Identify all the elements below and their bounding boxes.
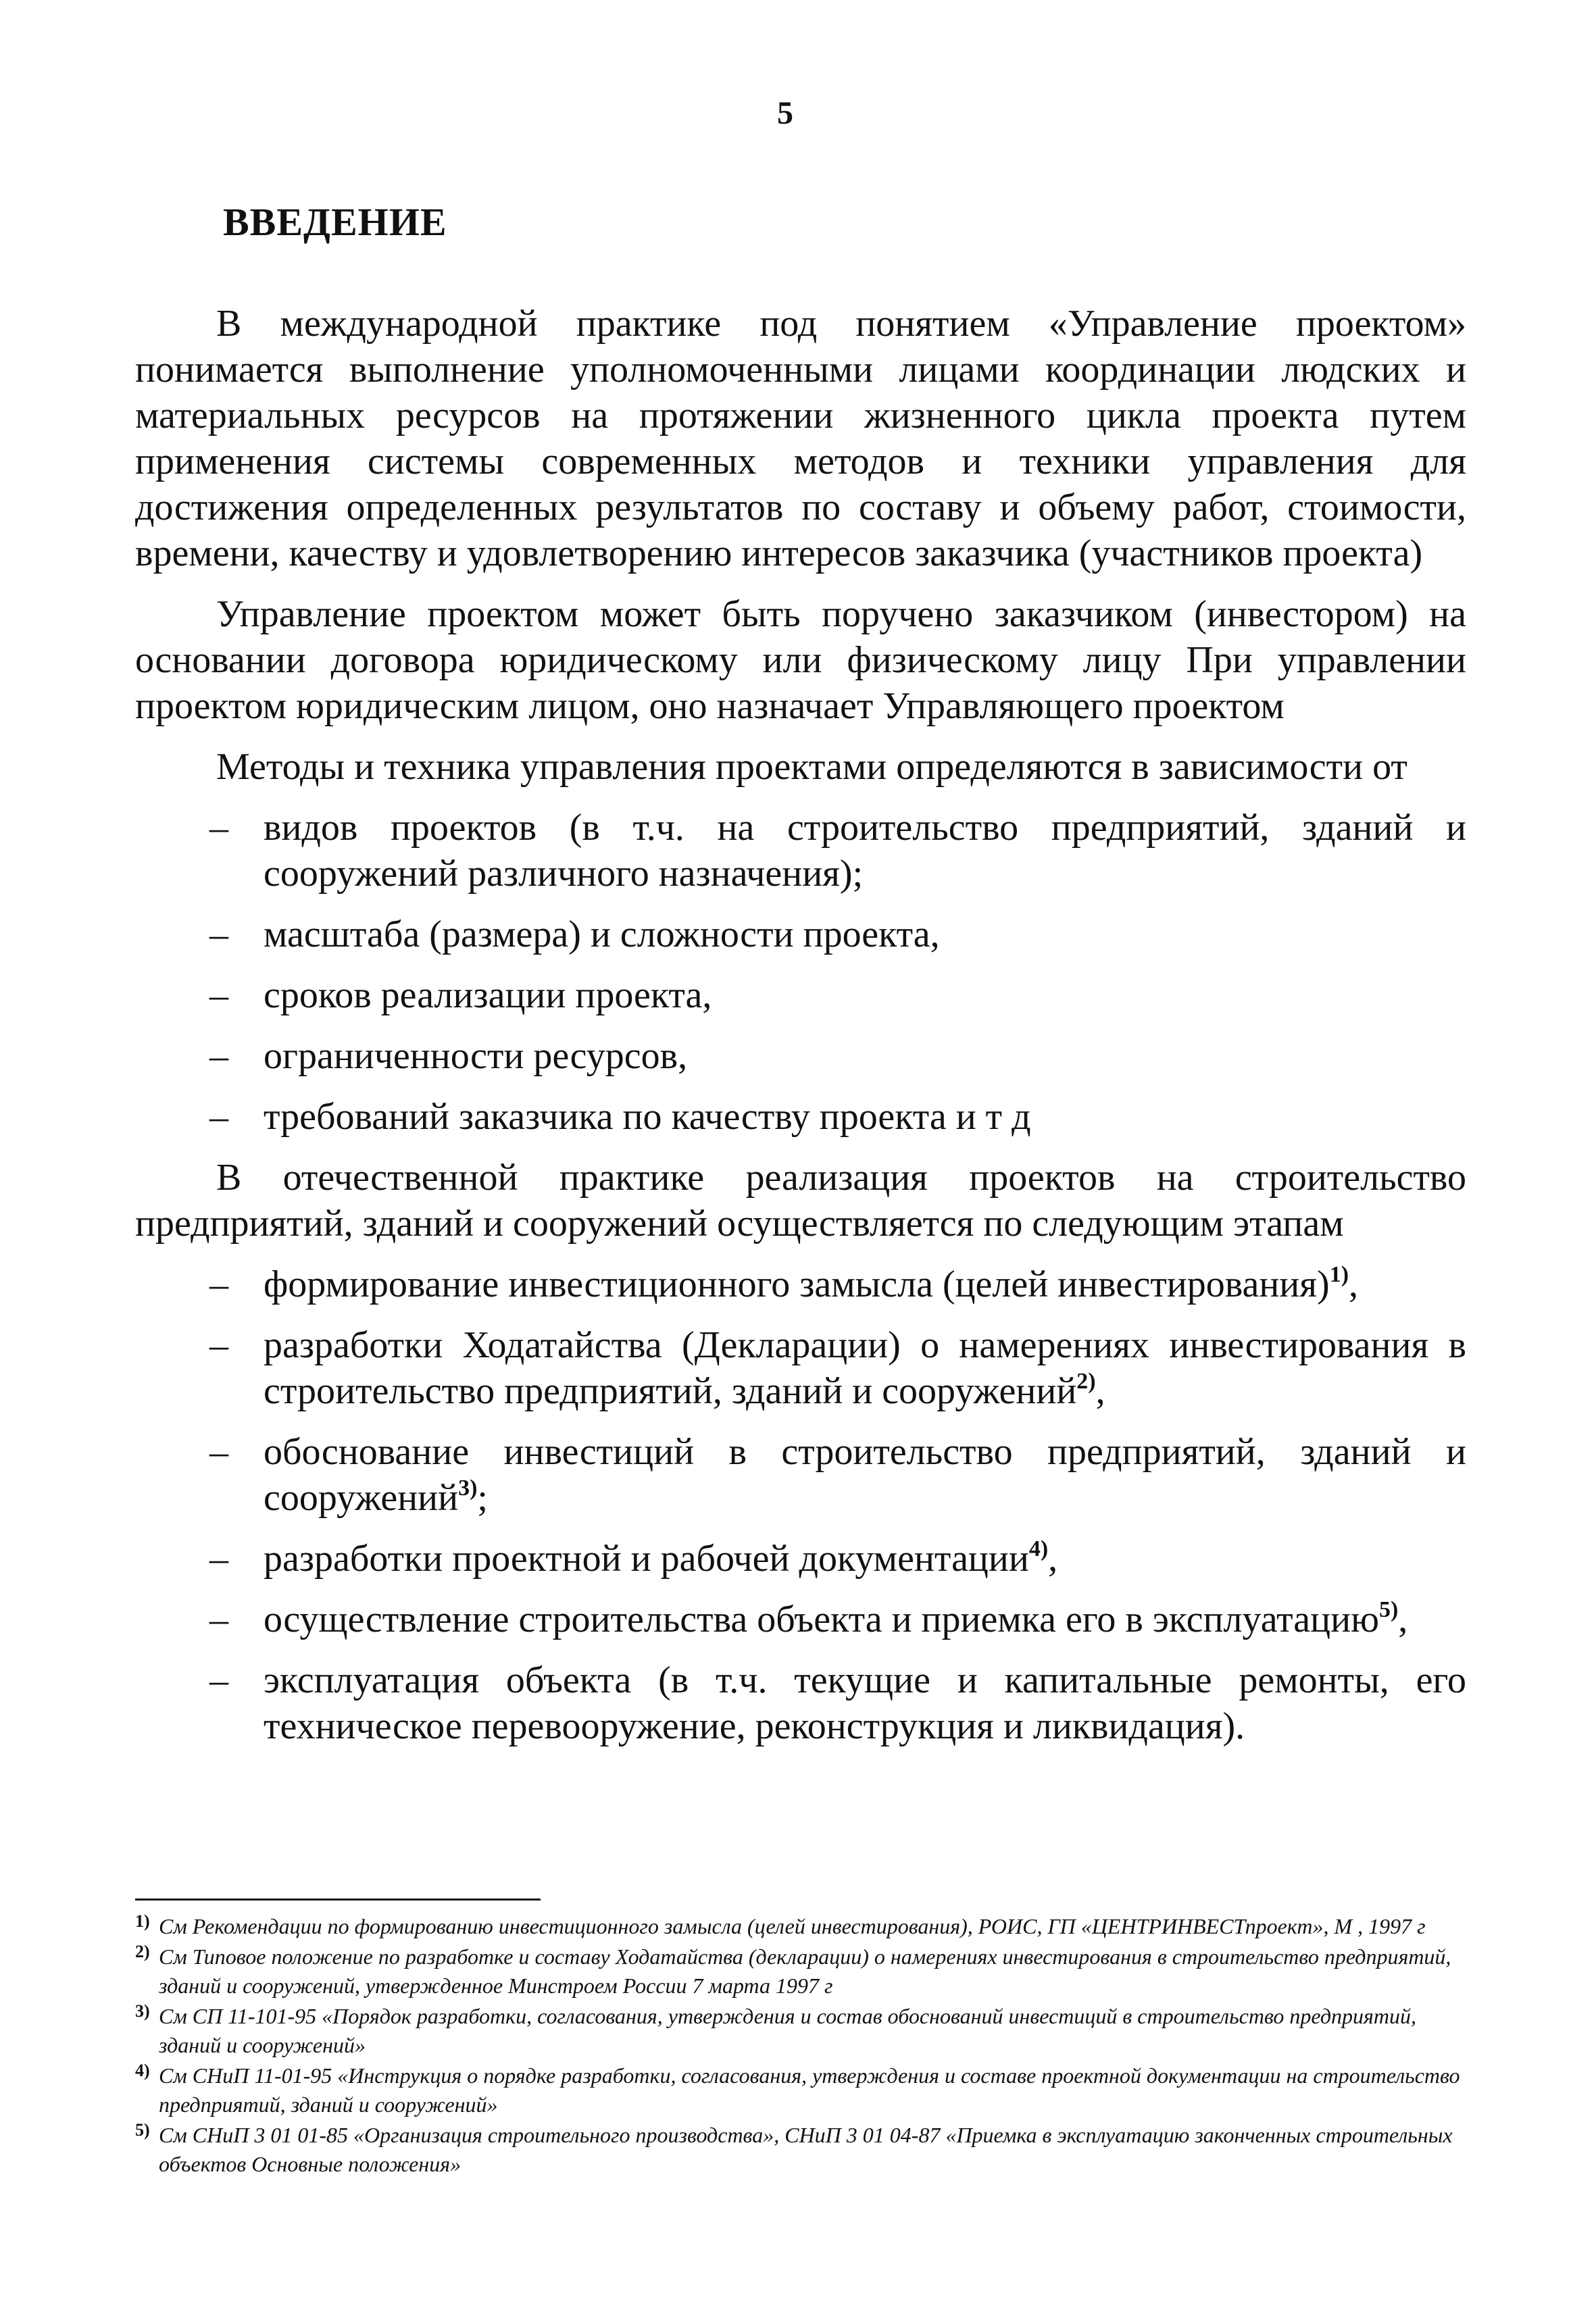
footnote xyxy=(135,1912,1473,1941)
footnote-separator xyxy=(135,1898,541,1901)
stage-item xyxy=(135,1536,1466,1582)
footnote xyxy=(135,1942,1473,2001)
dash-marker: – xyxy=(209,1431,228,1473)
stage-item-text: разработки проектной и рабочей документации xyxy=(264,1538,1029,1580)
stage-item xyxy=(135,1657,1466,1749)
stage-item xyxy=(135,1261,1466,1307)
footnote-text: См Рекомендации по формированию инвестиционного замысла (целей инвестирования), РОИС, ГП «ЦЕНТРИНВЕСТпроект», М , 1997 г xyxy=(159,1914,1426,1938)
stage-item-tail: , xyxy=(1048,1538,1058,1580)
list-item-text: сроков реализации проекта, xyxy=(264,974,712,1016)
dash-marker: – xyxy=(209,1659,228,1701)
stage-item-text: осуществление строительства объекта и приемка его в эксплуатацию xyxy=(264,1599,1379,1640)
stage-item-text: эксплуатация объекта (в т.ч. текущие и капитальные ремонты, его техническое перевооружение, реконструкция и ликвидация). xyxy=(264,1659,1466,1747)
footnote-ref: 3) xyxy=(458,1476,478,1501)
list-item xyxy=(135,1033,1466,1079)
list-item-text: масштаба (размера) и сложности проекта, xyxy=(264,913,940,955)
section-title: ВВЕДЕНИЕ xyxy=(223,200,447,244)
list-item xyxy=(135,911,1466,957)
stage-item-tail: , xyxy=(1398,1599,1408,1640)
dash-marker: – xyxy=(209,1538,228,1580)
paragraph-stages-intro: В отечественной практике реализация проектов на строительство предприятий, зданий и сооружений осуществляется по следующим этапам xyxy=(135,1157,1466,1244)
footnote-ref: 1) xyxy=(1329,1262,1349,1287)
footnote-ref: 2) xyxy=(1076,1369,1096,1394)
dash-marker: – xyxy=(209,1324,228,1366)
footnote-text: См СНиП 11-01-95 «Инструкция о порядке разработки, согласования, утверждения и составе проектной документации на строительство предприятий, зданий и сооружений» xyxy=(159,2063,1460,2117)
footnote-mark: 1) xyxy=(135,1911,150,1931)
footnote-mark: 5) xyxy=(135,2120,150,2140)
dash-marker: – xyxy=(209,1035,228,1077)
dash-marker: – xyxy=(209,1263,228,1305)
list-item xyxy=(135,1094,1466,1140)
footnote xyxy=(135,2121,1473,2179)
list-item xyxy=(135,972,1466,1018)
stage-item-tail: , xyxy=(1349,1263,1359,1305)
stage-item xyxy=(135,1596,1466,1642)
stage-item-tail: , xyxy=(1095,1370,1105,1412)
body-text xyxy=(135,301,1466,1764)
footnotes xyxy=(135,1912,1473,2180)
list-item-text: требований заказчика по качеству проекта и т д xyxy=(264,1096,1031,1138)
footnote xyxy=(135,2002,1473,2060)
page-number: 5 xyxy=(777,95,793,131)
stage-item-tail: ; xyxy=(477,1477,488,1519)
stage-item-text: обоснование инвестиций в строительство предприятий, зданий и сооружений xyxy=(264,1431,1466,1519)
stage-item-text: формирование инвестиционного замысла (целей инвестирования) xyxy=(264,1263,1330,1305)
footnote-text: См СНиП 3 01 01-85 «Организация строительного производства», СНиП 3 01 04-87 «Приемка в эксплуатацию законченных строительных объектов Основные положения» xyxy=(159,2123,1453,2176)
stage-item-text: разработки Ходатайства (Декларации) о намерениях инвестирования в строительство предприятий, зданий и сооружений xyxy=(264,1324,1466,1412)
paragraph-definition: В международной практике под понятием «Управление проектом» понимается выполнение уполномоченными лицами координации людских и материальных ресурсов на протяжении жизненного цикла проекта путем применения системы современных методов и техники управления для достижения определенных результатов по составу и объему работ, стоимости, времени, качеству и удовлетворению интересов заказчика (участников проекта) xyxy=(135,303,1466,574)
footnote-text: См СП 11-101-95 «Порядок разработки, согласования, утверждения и состав обоснований инвестиций в строительство предприятий, зданий и сооружений» xyxy=(159,2004,1416,2057)
footnote-mark: 3) xyxy=(135,2001,150,2021)
footnote-ref: 5) xyxy=(1378,1597,1399,1622)
dash-marker: – xyxy=(209,913,228,955)
list-item xyxy=(135,805,1466,897)
footnote-mark: 4) xyxy=(135,2061,150,2080)
list-item-text: видов проектов (в т.ч. на строительство предприятий, зданий и сооружений различного назначения); xyxy=(264,807,1466,895)
stage-item xyxy=(135,1322,1466,1414)
footnote-mark: 2) xyxy=(135,1942,150,1961)
dash-marker: – xyxy=(209,807,228,849)
stage-item xyxy=(135,1429,1466,1521)
footnote-ref: 4) xyxy=(1028,1536,1049,1561)
footnote xyxy=(135,2061,1473,2119)
paragraph-assignment: Управление проектом может быть поручено заказчиком (инвестором) на основании договора юридическому или физическому лицу При управлении проектом юридическим лицом, оно назначает Управляющего проектом xyxy=(135,593,1466,727)
dash-marker: – xyxy=(209,974,228,1016)
paragraph-methods-intro: Методы и техника управления проектами определяются в зависимости от xyxy=(216,746,1407,788)
list-item-text: ограниченности ресурсов, xyxy=(264,1035,688,1077)
dependency-list xyxy=(135,805,1466,1140)
dash-marker: – xyxy=(209,1599,228,1640)
dash-marker: – xyxy=(209,1096,228,1138)
footnote-text: См Типовое положение по разработке и составу Ходатайства (декларации) о намерениях инвестирования в строительство предприятий, зданий и сооружений, утвержденное Минстроем России 7 марта 1997 г xyxy=(159,1944,1451,1998)
stages-list xyxy=(135,1261,1466,1749)
